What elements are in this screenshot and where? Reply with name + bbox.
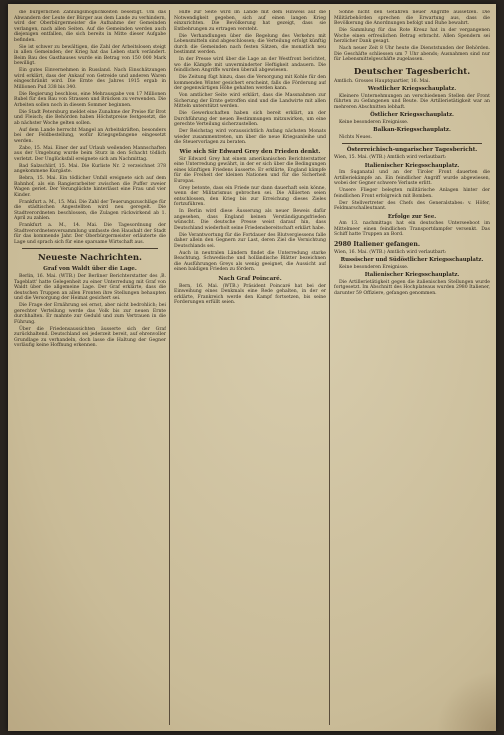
subheading: Östlicher Kriegsschauplatz. [370,112,454,118]
dateline: Wien, 15. Mai. (WTB.) Amtlich wird verlautbart: [334,155,447,160]
paragraph: Die Zeitung fügt hinzu, dass die Versorgung mit Kohle für den kommenden Winter gesichert erscheint, falls die Förderung auf der gegenwärtigen Höhe gehalten werden kann. [174,75,326,91]
paragraph: Nach neuer Zeit 8 Uhr heute die Dienststunden der Behörden. Die Geschäfte schliessen um 7 Uhr abends; Ausnahmen sind nur für Lebensmittelgeschäfte zugelassen. [334,46,490,62]
subheading: Italienischer Kriegsschauplatz. [364,162,460,169]
column-2 [174,10,326,725]
paragraph: Von amtlicher Seite wird erklärt, dass die Massnahmen zur Sicherung der Ernte getroffen sind und die Landwirte mit allen Mitteln unterstützt werden. [174,93,326,109]
paragraph: Im Suganatal und an der Tiroler Front dauerten die Artilleriekämpfe an. Ein feindlicher Angriff wurde abgewiesen, wobei der Gegner schwere Verluste erlitt. [334,170,490,186]
paragraph: Die Verhandlungen über die Regelung des Verkehrs mit Lebensmitteln sind abgeschlossen; die Verteilung erfolgt künftig durch die Gemeinden nach festen Sätzen, die monatlich neu bestimmt werden. [174,33,326,55]
paragraph: Berlin, 16. Mai. (WTB.) Der Berliner Berichterstatter des ‚B. Tageblatt' hatte Gelegenheit zu einer Unterredung mit Graf von Waldt über die allgemeine Lage. Der Graf erklärte, dass die deutschen Truppen an allen Fronten ihre Stellungen behaupten und die Versorgung der Heimat gesichert sei. [14,274,166,301]
dateline: Wien, 16. Mai. (WTB.) Amtlich wird verlautbart: [334,249,447,255]
paragraph: Frankfurt a. M., 14. Mai. Die Tagesordnung der Stadtverordnetenversammlung umfasste den Haushalt der Stadt für das kommende Jahr. Der Oberbürgermeister erläuterte die Lage und sprach sich für eine sparsame Wirtschaft aus. [14,223,166,245]
column-rule [329,10,330,725]
article-heading: Wie sich Sir Edward Grey den Frieden denkt. [179,148,321,155]
paragraph: Nichts Neues. [339,134,372,140]
paragraph: Am 13. nachmittags hat ein deutsches Unterseeboot im Mittelmeer einen feindlichen Transportdampfer versenkt. Das Schiff hatte Truppen an Bord. [334,221,490,237]
section-heading: Deutscher Tagesbericht. [353,66,471,77]
paragraph: Sie ist schwer zu bewältigen, die Zahl der Arbeitslosen steigt in allen Gemeinden; der Krieg hat das Leben stark verändert. Beim Bau des Gasthauses wurde ein Betrag von 150 000 Mark bewilligt. [14,44,166,66]
divider [342,143,482,144]
paragraph: Auf dem Lande herrscht Mangel an Arbeitskräften, besonders bei der Feldbestellung, wofür Kriegsgefangene eingesetzt werden. [14,127,166,144]
paragraph: Bebra, 15. Mai. Ein tödlicher Unfall ereignete sich auf dem Bahnhof, als ein Rangierarbeiter zwischen die Puffer zweier Wagen geriet. Der Verunglückte hinterlässt eine Frau und vier Kinder. [14,176,166,198]
paragraph: Sir Edward Grey hat einem amerikanischen Berichterstatter eine Unterredung gewährt, in der er sich über die Bedingungen eines künftigen Friedens äusserte. Er erklärte, England kämpfe für die Freiheit der kleinen Nationen und für die Sicherheit Europas. [174,156,326,184]
article-heading: Graf von Waldt über die Lage. [43,266,137,272]
bold-headline: 2980 Italiener gefangen. [334,240,420,248]
paragraph: Unsere Flieger belegten militärische Anlagen hinter der feindlichen Front erfolgreich mit Bomben. [334,188,490,199]
column-3 [334,10,490,725]
paragraph: Der Stellvertreter des Chefs des Generalstabes: v. Höfer, Feldmarschalleutnant. [334,200,490,211]
subheading: Italienischer Kriegsschauplatz. [364,272,460,278]
subheading: Erfolge zur See. [387,213,437,220]
paragraph: Die Gewerkschaften haben sich bereit erklärt, an der Durchführung der neuen Bestimmungen mitzuwirken, um eine gerechte Verteilung sicherzustellen. [174,111,326,127]
paragraph: Söhne nicht den Gefahren neuer Angriffe aussetzen. Die Militärbehörden sprechen die Erwartung aus, dass die Bevölkerung die Anordnungen befolgt und Ruhe bewahrt. [334,10,490,26]
subheading: Russischer und Südöstlicher Kriegsschauplatz. [340,257,484,263]
paragraph: die bürgerlichen Zahlungsmöglichkeiten beseitigt. Um das Abwandern der Leute der Bürger aus dem Lande zu verhindern, wird der Oberbürgermeister die Aufnahme der Gemeinden verlangen, nach allen Seiten. Auf die Gemeinden werden auch diejenigen entfallen, die sich bereits in Mitte dieser Aufgabe befinden. [14,10,166,43]
paragraph: In der Presse wird über die Lage an der Westfront berichtet, wo die Kämpfe mit unverminderter Heftigkeit andauern. Die feindlichen Angriffe wurden überall abgewiesen. [174,57,326,73]
column-rule [169,10,170,725]
subheading: Balkan-Kriegsschauplatz. [373,127,451,133]
paragraph: Über die Friedensaussichten äusserte sich der Graf zurückhaltend. Deutschland sei jederzeit bereit, auf ehrenvoller Grundlage zu verhandeln, doch lasse die Haltung der Gegner vorläufig keine Hoffnung erkennen. [14,326,166,348]
paragraph: In Berlin wird diese Äusserung als neuer Beweis dafür angesehen, dass England keinen Verständigungsfrieden wünscht. Die deutsche Presse weist darauf hin, dass Deutschland wiederholt seine Friedensbereitschaft erklärt habe. [174,209,326,231]
paragraph: Die Sammlung für das Rote Kreuz hat in der vergangenen Woche einen erfreulichen Betrag erbracht. Allen Spendern sei herzlicher Dank gesagt. [334,28,490,44]
column-1 [14,10,166,725]
paragraph: Frankfurt a. M., 15. Mai. Die Zahl der Teuerungszuschläge für die städtischen Angestellten wird neu geregelt. Die Stadtverordneten beschlossen, die Zulagen rückwirkend ab 1. April zu zahlen. [14,199,166,221]
paragraph: Die Verantwortung für die Fortdauer des Blutvergiessens falle daher allein den Gegnern zur Last, deren Ziel die Vernichtung Deutschlands sei. [174,232,326,249]
paragraph: Keine besonderen Ereignisse. [339,119,409,125]
paragraph: Grey betonte, dass ein Friede nur dann dauerhaft sein könne, wenn der Militarismus gebrochen sei. Die Alliierten seien entschlossen, den Krieg bis zur Erreichung dieses Zieles fortzuführen. [174,185,326,207]
paragraph: Hilfe zur Seite wird im Lande mit dem Hinweis auf die Notwendigkeit gegeben, sich auf einen langen Krieg einzurichten. Die Bevölkerung hat gezeigt, dass sie Entbehrungen zu ertragen versteht. [174,10,326,32]
paragraph: Bad Salzschlirf, 15. Mai. Die Kurliste Nr. 2 verzeichnet 378 angekommene Kurgäste. [14,163,166,174]
paragraph: Die Artillerietätigkeit gegen die italienischen Stellungen wurde fortgesetzt. Im Abschnitt des Hochplateaus wurden 2980 Italiener, darunter 59 Offiziere, gefangen genommen. [334,279,490,296]
divider [22,248,158,249]
section-heading: Neueste Nachrichten. [37,253,142,263]
paragraph: Kleinere Unternehmungen an verschiedenen Stellen der Front führten zu Gefangenen und Beute. Die Artillerietätigkeit war an mehreren Abschnitten lebhaft. [334,93,490,110]
paragraph: Der Reichstag wird voraussichtlich Anfang nächsten Monats wieder zusammentreten, um über die neue Kriegsanleihe und die Steuervorlagen zu beraten. [174,129,326,145]
dateline: Amtlich. Grosses Hauptquartier, 16. Mai. [334,78,430,84]
subheading: Westlicher Kriegsschauplatz. [367,86,457,92]
newspaper-page [8,4,496,731]
paragraph: Die Frage der Ernährung sei ernst, aber nicht bedrohlich; bei gerechter Verteilung werde das Volk bis zur neuen Ernte durchhalten. Er mahnte zur Geduld und zum Vertrauen in die Führung. [14,303,166,325]
paragraph: Ein gutes Einvernehmen in Russland. Nach Einschätzungen wird erklärt, dass der Ankauf von Getreide und anderen Waren eingeschränkt wird. Die Ernte des Jahres 1915 ergab in Millionen Pud 338 bis 340. [14,68,166,90]
article-heading: Nach Graf Poincaré. [218,275,282,282]
paragraph: Die Regierung beschloss, eine Mehrausgabe von 17 Millionen Rubel für den Bau von Strassen und Brücken zu verwenden. Die Arbeiten sollen noch in diesem Sommer beginnen. [14,91,166,108]
paragraph: Zabo, 15. Mai. Einer der auf Urlaub weilenden Mannschaften aus der Umgebung wurde beim Sturz in den Schacht tödlich verletzt. Der Unglücksfall ereignete sich am Nachmittag. [14,145,166,162]
paragraph: Keine besonderen Ereignisse. [339,264,409,270]
paragraph: Die Stadt Petersburg meldet eine Zunahme der Preise für Brot und Fleisch; die Behörden haben Höchstpreise festgesetzt, die ab nächster Woche gelten sollen. [14,109,166,126]
article-heading: Österreichisch-ungarischer Tagesbericht. [346,147,478,153]
paragraph: Auch in neutralen Ländern findet die Unterredung starke Beachtung. Schwedische und holländische Blätter bezeichnen die Ausführungen Greys als wenig geeignet, die Aussicht auf einen baldigen Frieden zu fördern. [174,250,326,272]
paragraph: Bern, 16. Mai. (WTB.) Präsident Poincaré hat bei der Einweihung eines Denkmals eine Rede gehalten, in der er erklärte, Frankreich werde den Kampf fortsetzen, bis seine Forderungen erfüllt seien. [174,283,326,305]
